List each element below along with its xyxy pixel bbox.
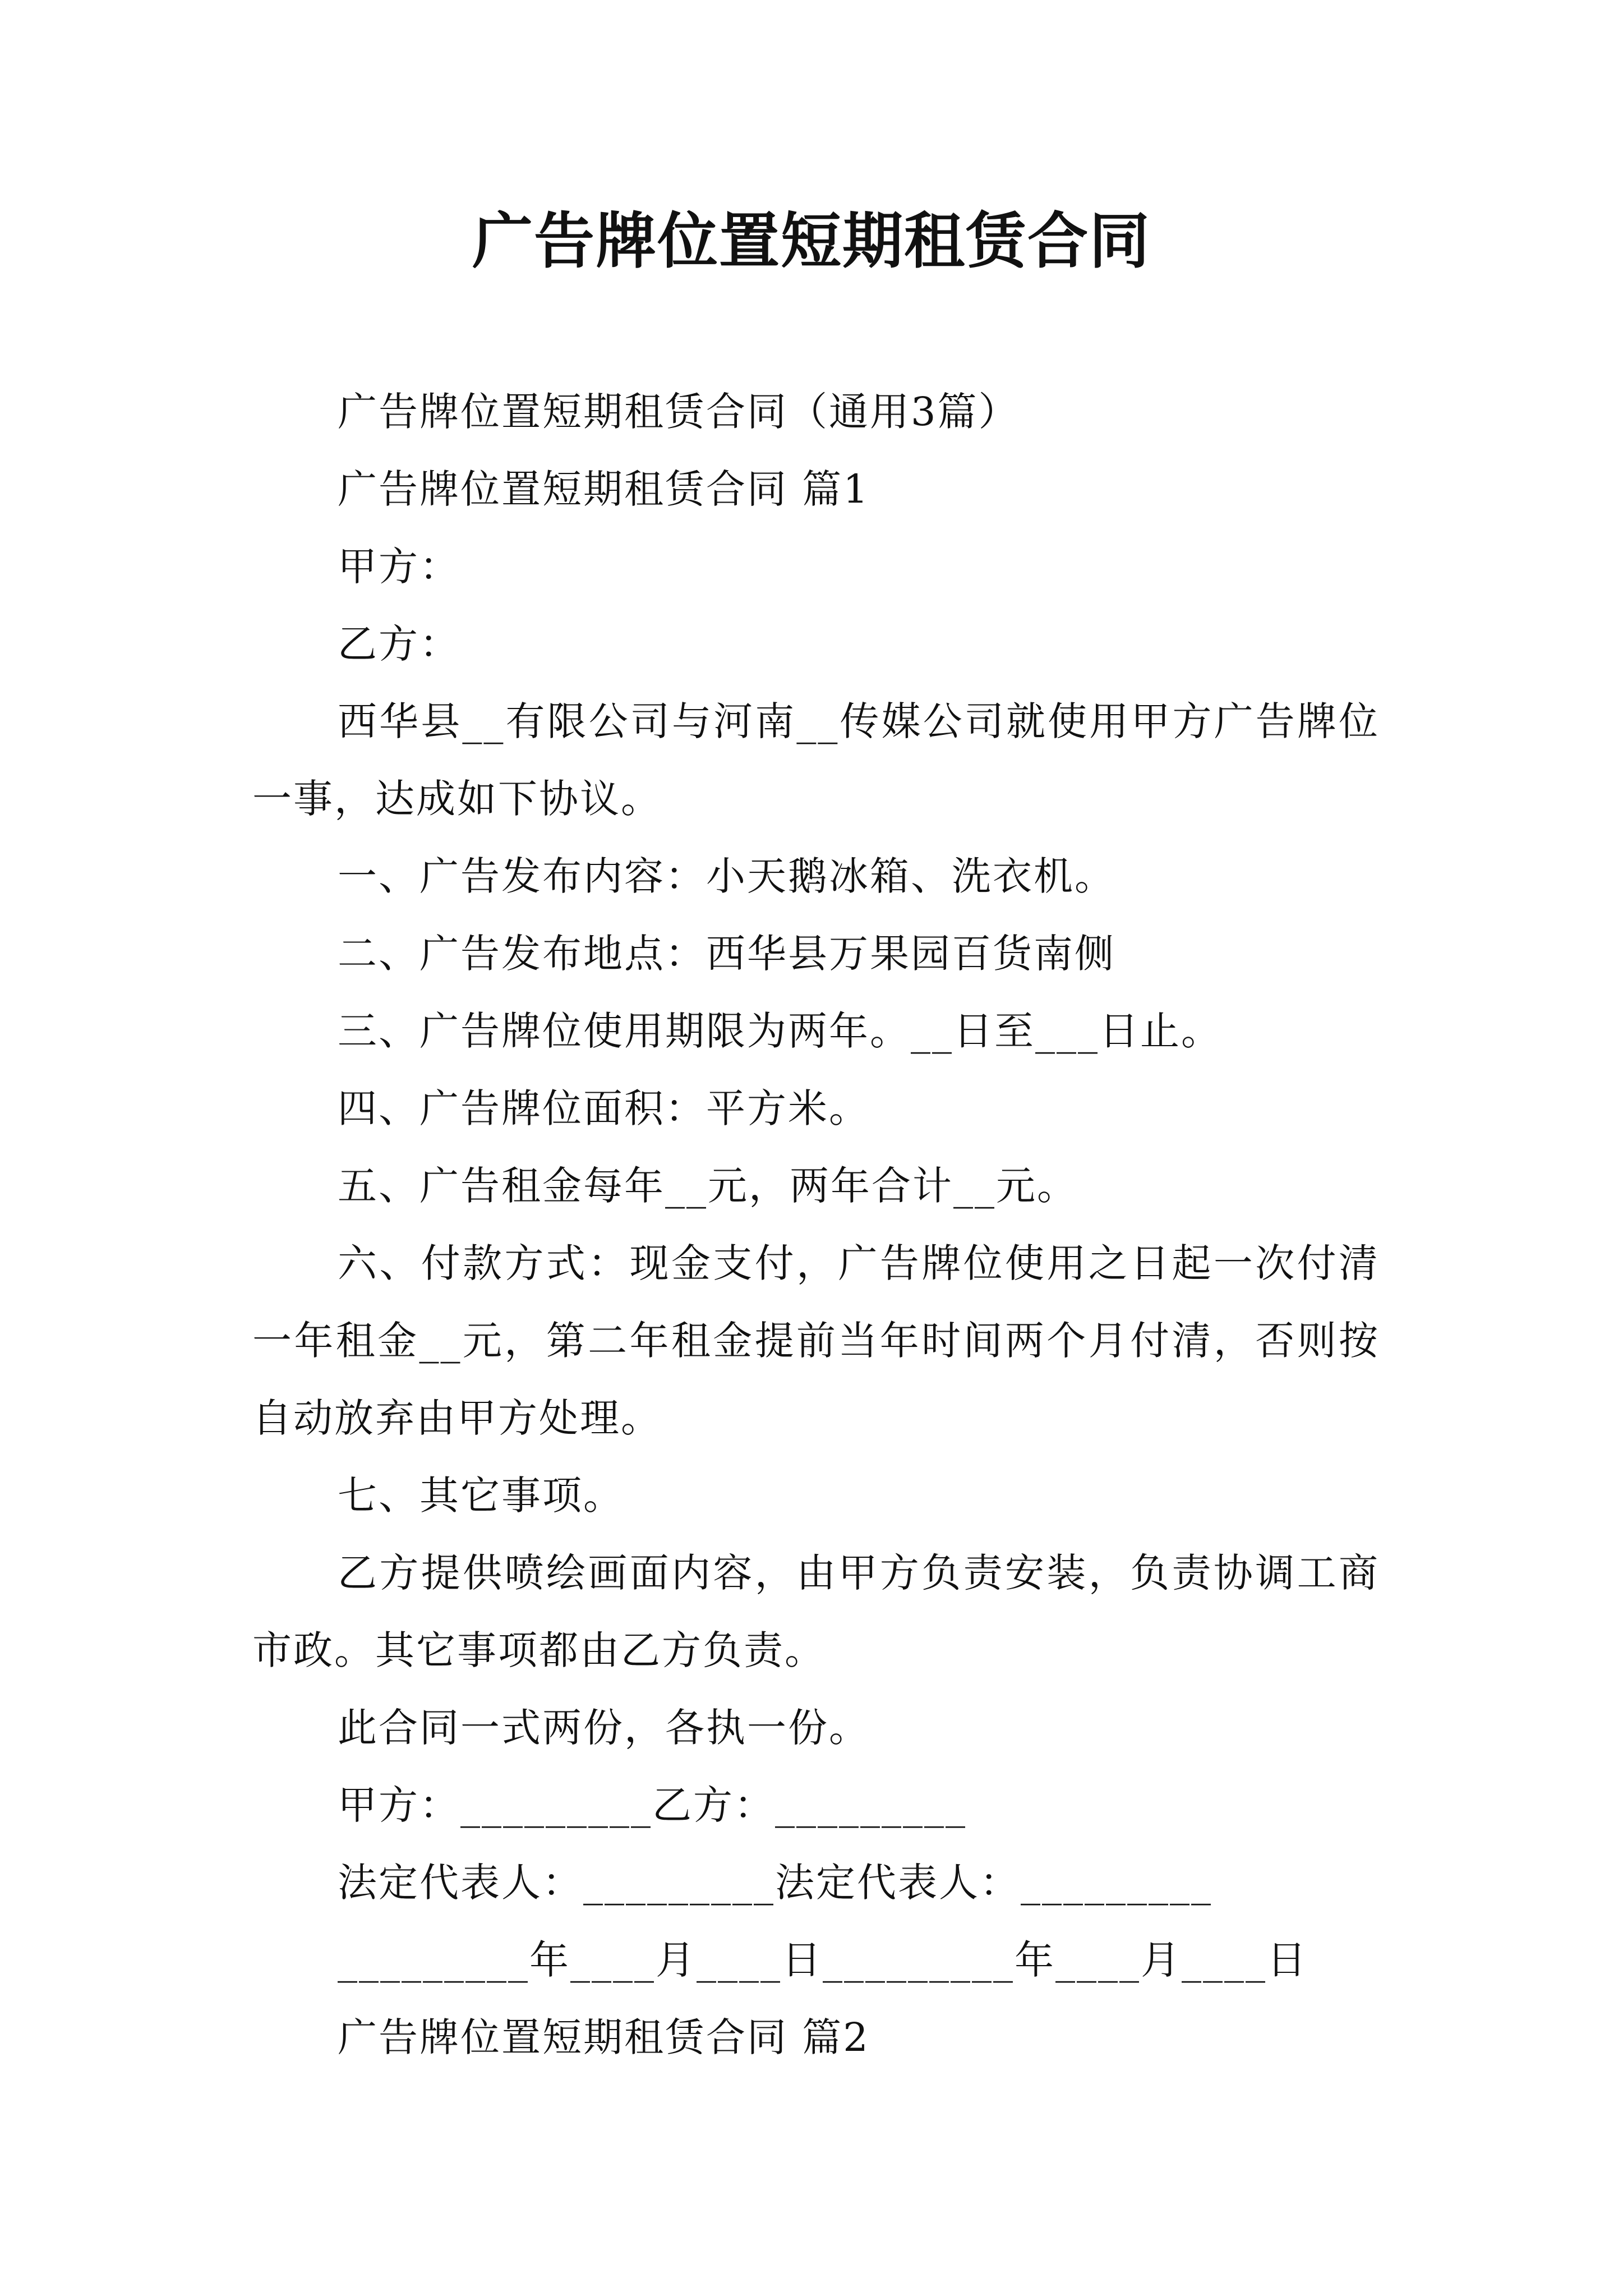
- paragraph-section-heading-1: 广告牌位置短期租赁合同 篇1: [338, 466, 870, 512]
- paragraph-clause-3: 三、广告牌位使用期限为两年。__日至___日止。: [338, 1008, 1222, 1054]
- paragraph-clause-4: 四、广告牌位面积：平方米。: [338, 1085, 870, 1131]
- document-body: [252, 373, 1380, 2076]
- paragraph-party-a: 甲方：: [338, 544, 460, 590]
- paragraph-clause-7: 七、其它事项。: [338, 1473, 624, 1519]
- paragraph-other-matters: 乙方提供喷绘画面内容，由甲方负责安装，负责协调工商市政。其它事项都由乙方负责。: [252, 1550, 1380, 1673]
- paragraph-clause-6: 六、付款方式：现金支付，广告牌位使用之日起一次付清一年租金__元，第二年租金提前当年时间两个月付清，否则按自动放弃由甲方处理。: [252, 1240, 1380, 1441]
- paragraph-copies: 此合同一式两份，各执一份。: [338, 1705, 870, 1751]
- paragraph-clause-1: 一、广告发布内容：小天鹅冰箱、洗衣机。: [338, 853, 1115, 899]
- paragraph-party-b: 乙方：: [338, 621, 460, 667]
- paragraph-intro: 西华县__有限公司与河南__传媒公司就使用甲方广告牌位一事，达成如下协议。: [252, 698, 1380, 822]
- signature-legal-representatives: 法定代表人：_________法定代表人：_________: [338, 1860, 1212, 1906]
- paragraph-subtitle: 广告牌位置短期租赁合同（通用3篇）: [338, 389, 1020, 435]
- document-title: 广告牌位置短期租赁合同: [472, 206, 1151, 277]
- paragraph-clause-2: 二、广告发布地点：西华县万果园百货南侧: [338, 931, 1115, 977]
- paragraph-clause-5: 五、广告租金每年__元，两年合计__元。: [338, 1163, 1078, 1209]
- signature-parties: 甲方：_________乙方：_________: [338, 1782, 967, 1828]
- signature-dates: _________年____月____日_________年____月____日: [338, 1937, 1308, 1983]
- paragraph-section-heading-2: 广告牌位置短期租赁合同 篇2: [338, 2014, 870, 2060]
